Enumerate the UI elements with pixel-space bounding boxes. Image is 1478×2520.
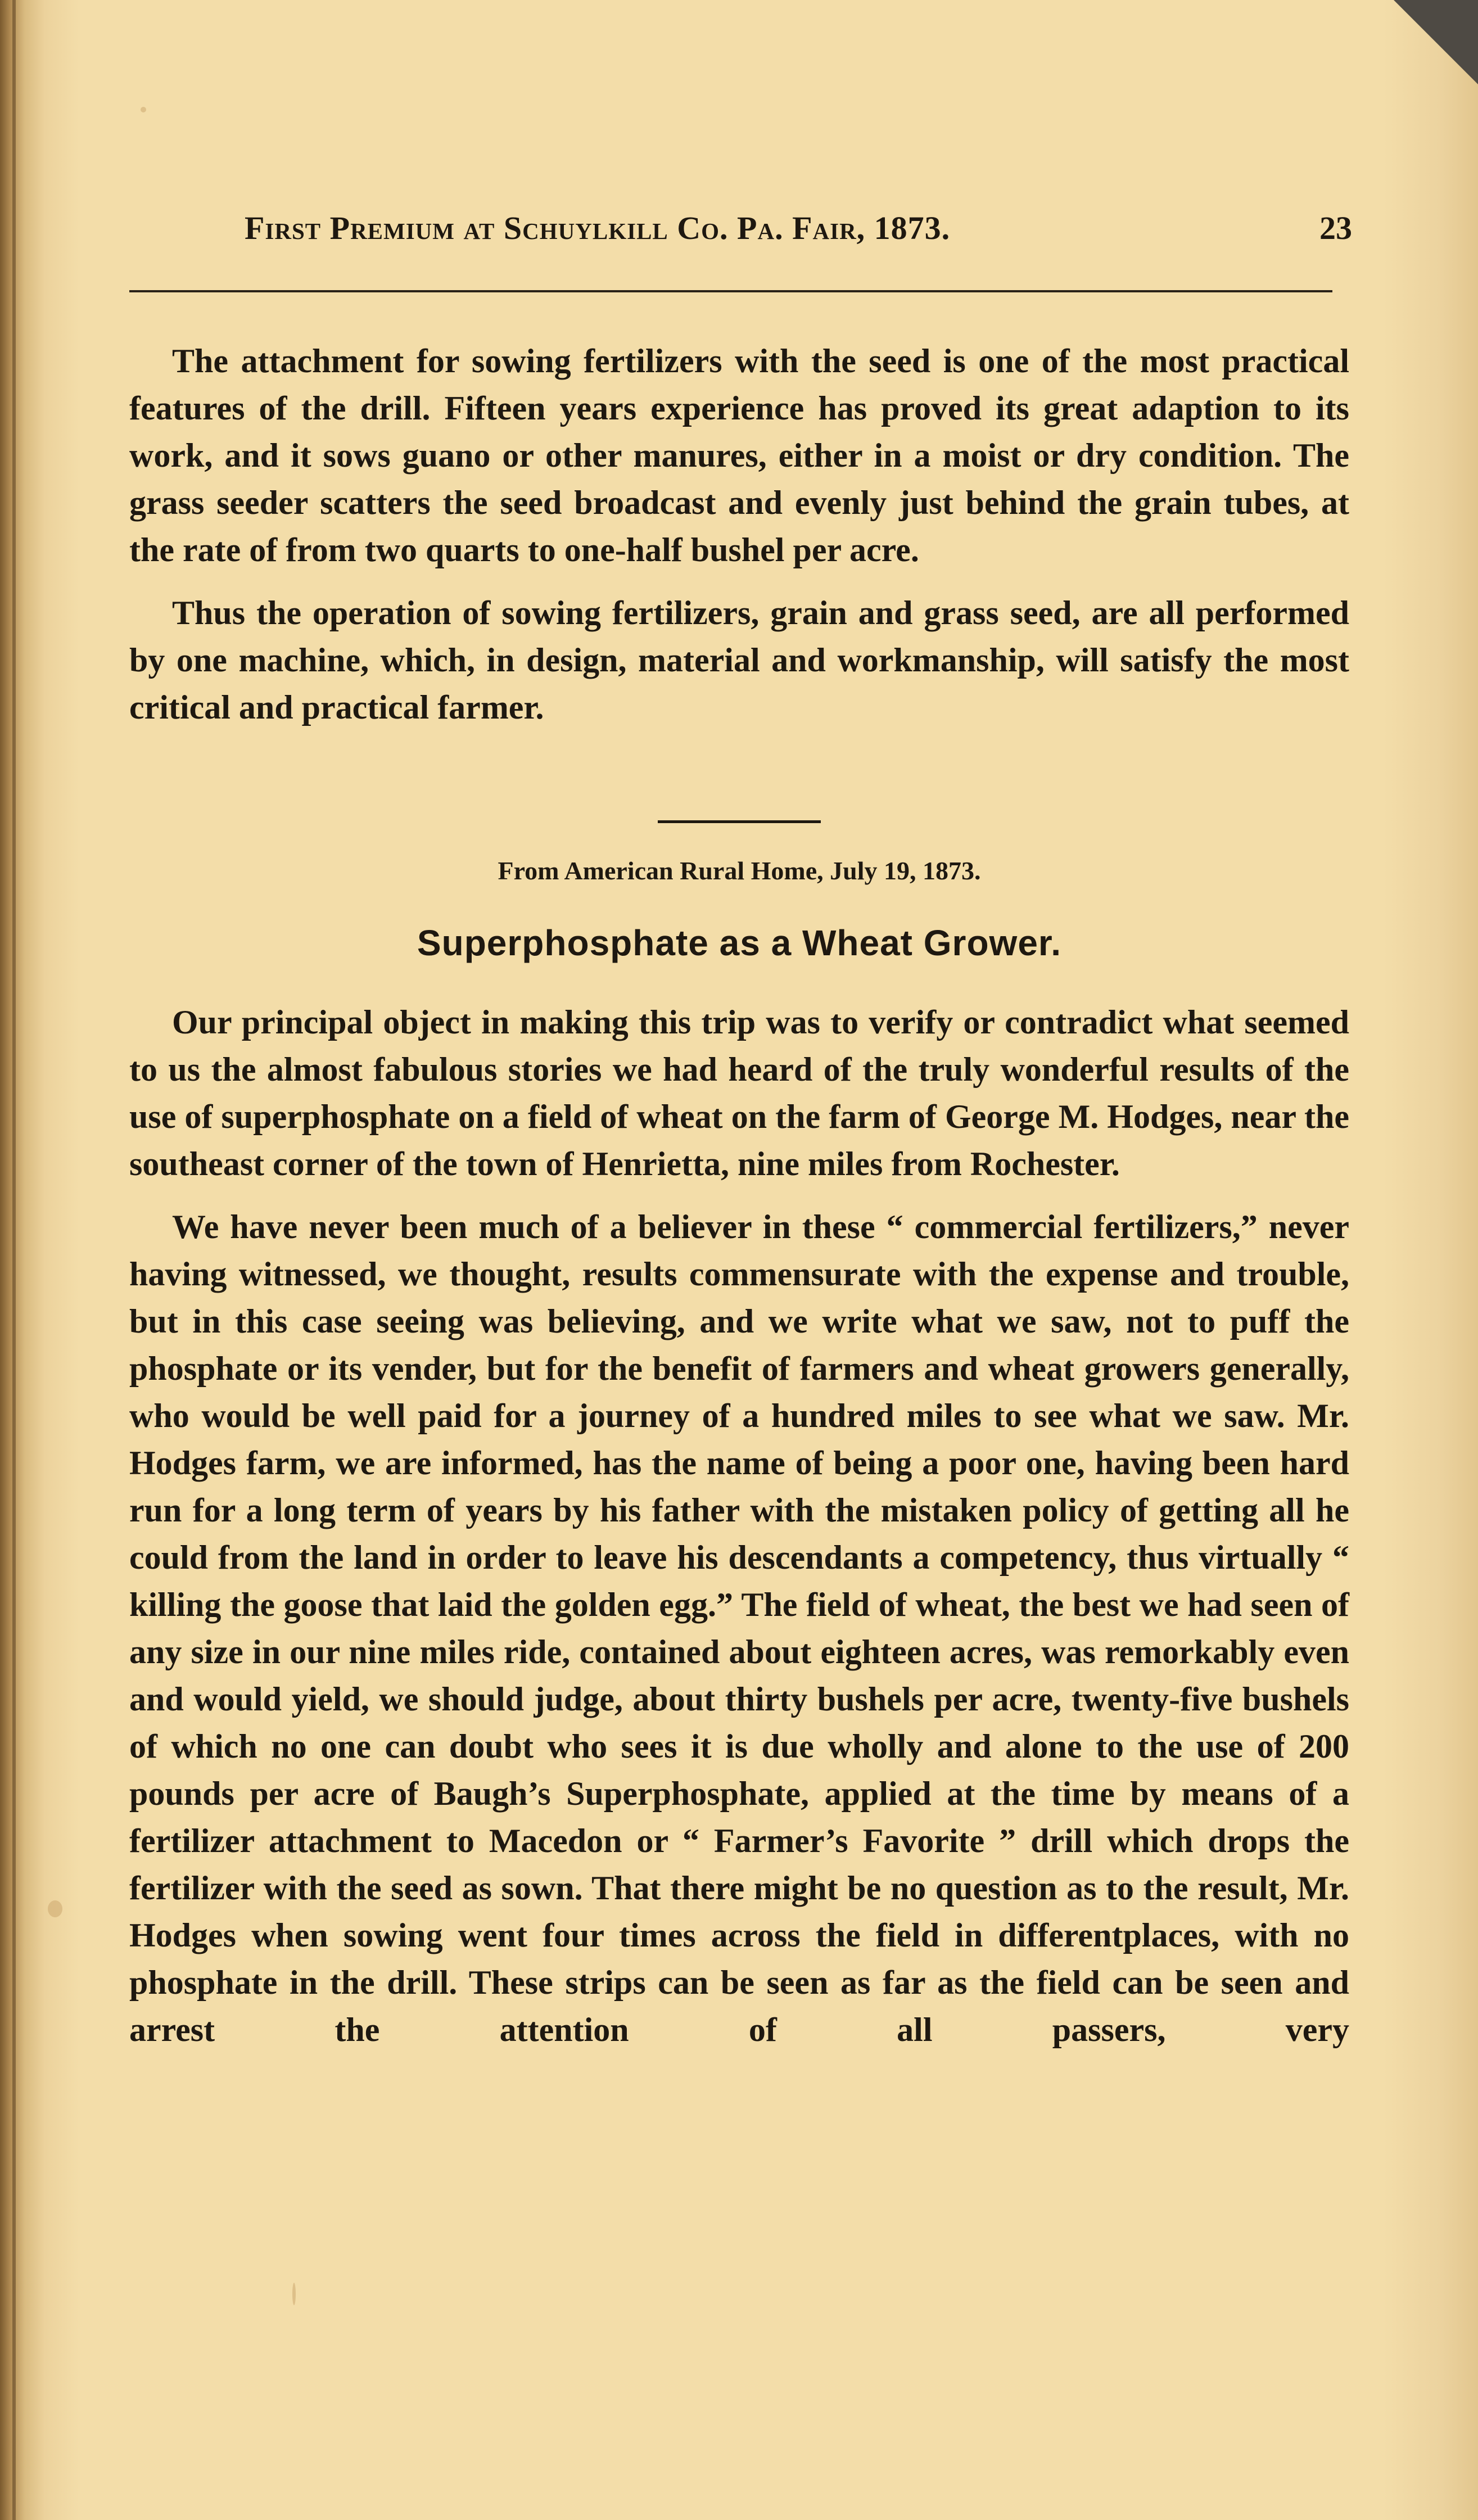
article-paragraph-2: We have never been much of a believer in these “ commercial fertilizers,” never having witnessed, we thought, results commensurate with the expense and trouble, but in this case seeing was believing, and we write what we saw, not to puff the phosphate or its vender, but for the benefit of farmers and wheat growers generally, who would be well paid for a journey of a hundred miles to see what we saw. Mr. Hodges farm, we are informed, has the name of being a poor one, having been hard run for a long term of years by his father with the mistaken policy of getting all he could from the land in order to leave his descendants a competency, thus virtually “ killing the goose that laid the golden egg.” The field of wheat, the best we had seen of any size in our nine miles ride, contained about eighteen acres, was remorkably even and would yield, we should judge, about thirty bushels per acre, twenty-five bushels of which no one can doubt who sees it is due wholly and alone to the use of 200 pounds per acre of Baugh’s Superphosphate, applied at the time by means of a fertilizer attachment to Macedon or “ Farmer’s Favorite ” drill which drops the fertilizer with the seed as sown. That there might be no question as to the result, Mr. Hodges when sowing went four times across the field in differentplaces, with no phosphate in the drill. These strips can be seen as far as the field can be seen and arrest the attention of all passers, very — [129, 1208, 1349, 2048]
paper-stain — [48, 1900, 62, 1917]
page-corner-fold — [1394, 0, 1478, 84]
section-divider — [658, 820, 821, 823]
page-header — [245, 209, 1352, 260]
page-number: 23 — [1319, 210, 1352, 246]
intro-section — [129, 337, 1349, 747]
running-head: First Premium at Schuylkill Co. Pa. Fair, 1873. — [245, 210, 951, 246]
article-body — [129, 999, 1349, 2069]
article-paragraph-1: Our principal object in making this trip was to verify or contradict what seemed to us the almost fabulous stories we had heard of the truly wonderful results of the use of superphosphate on a field of wheat on the farm of George M. Hodges, near the southeast corner of the town of Henrietta, nine miles from Rochester. — [129, 1004, 1349, 1182]
intro-paragraph-2: Thus the operation of sowing fertilizers, grain and grass seed, are all performed by one machine, which, in design, material and workmanship, will satisfy the most critical and practical farmer. — [129, 594, 1349, 726]
intro-paragraph-1: The attachment for sowing fertilizers with the seed is one of the most practical features of the drill. Fifteen years experience has proved its great adaption to its work, and it sows guano or other manures, either in a moist or dry condition. The grass seeder scatters the seed broadcast and evenly just behind the grain tubes, at the rate of from two quarts to one-half bushel per acre. — [129, 342, 1349, 568]
article-source: From American Rural Home, July 19, 1873. — [498, 856, 981, 885]
paper-mark — [292, 2283, 296, 2305]
binding-gutter — [12, 0, 16, 2520]
paper-speck — [141, 107, 146, 112]
header-rule — [129, 290, 1332, 292]
article-title: Superphosphate as a Wheat Grower. — [417, 923, 1062, 963]
